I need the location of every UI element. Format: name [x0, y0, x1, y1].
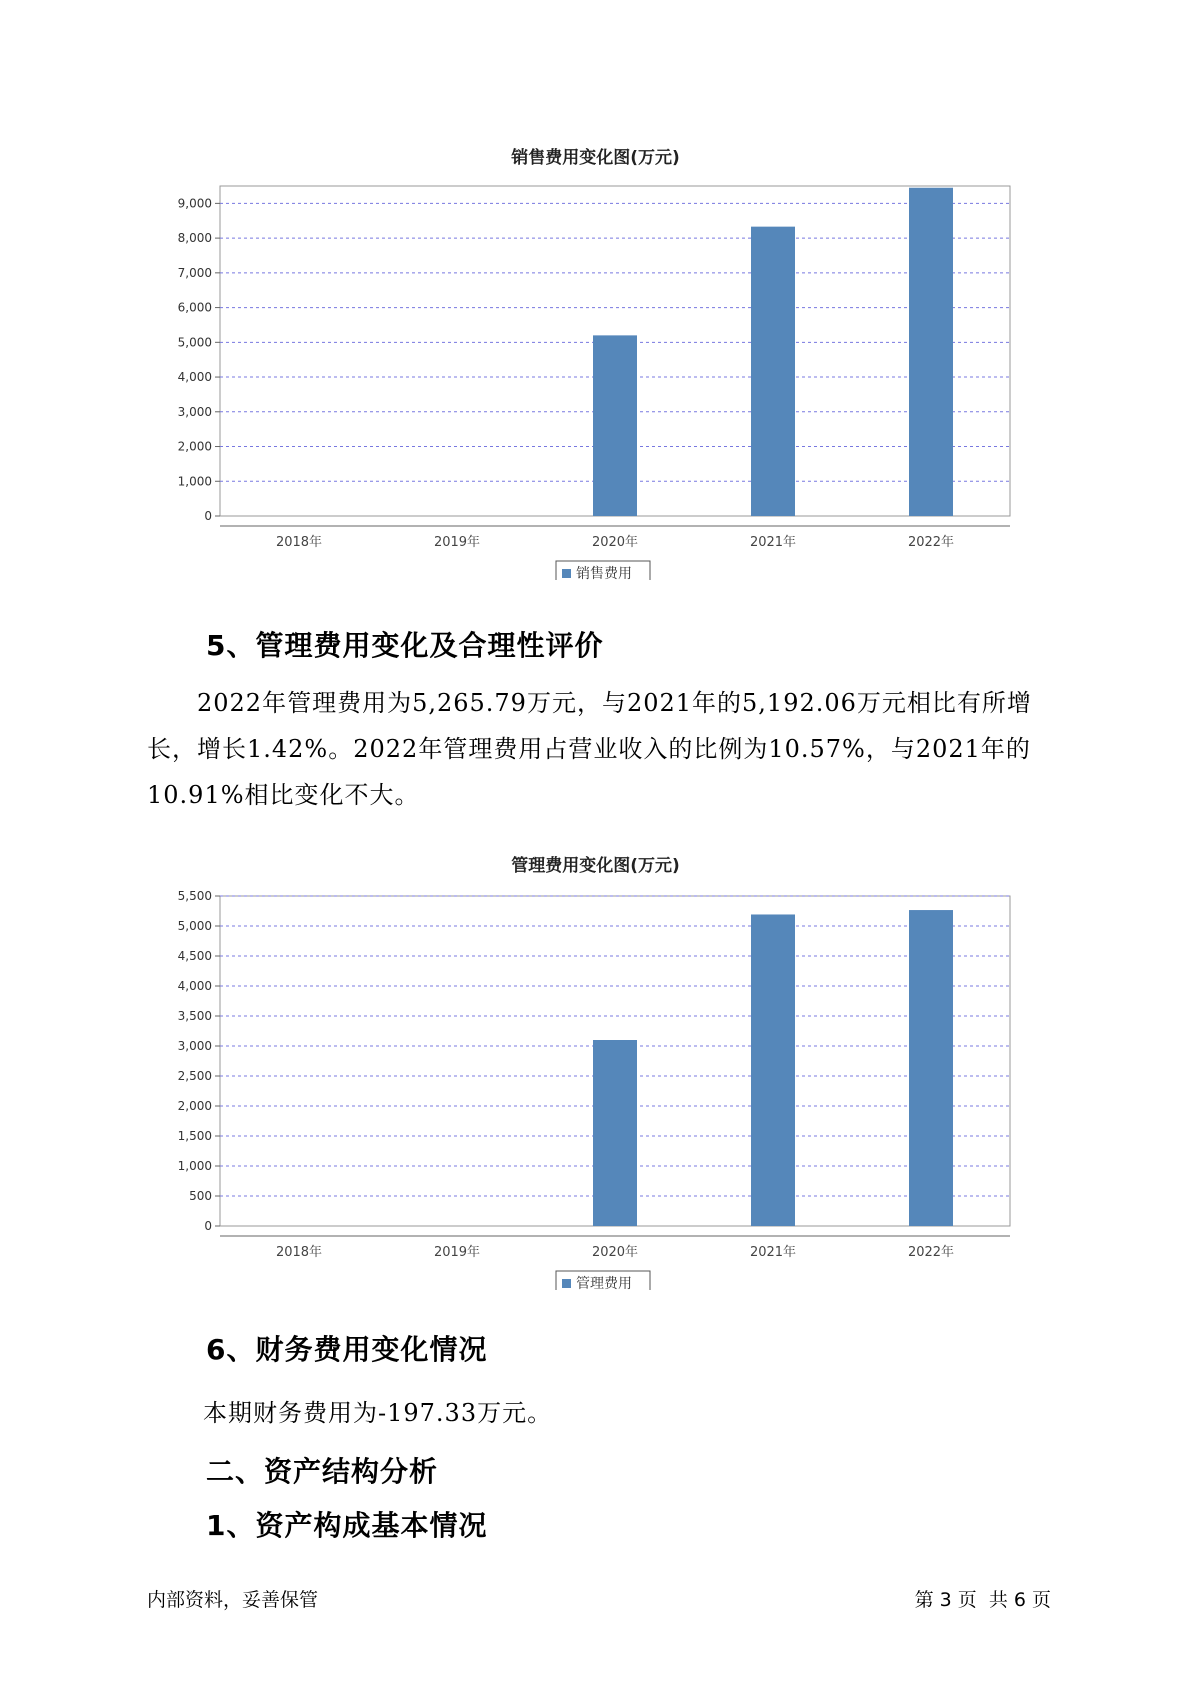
admin-expense-chart	[0, 870, 1191, 1290]
admin-chart-bar-2022年	[909, 910, 953, 1226]
admin-chart-bar-2020年	[593, 1040, 637, 1226]
sales-chart-ytick-label: 6,000	[177, 300, 212, 315]
section6-heading: 6、财务费用变化情况	[206, 1333, 488, 1366]
admin-chart-ytick-label: 1,500	[177, 1129, 212, 1143]
section5-heading: 5、管理费用变化及合理性评价	[206, 629, 604, 662]
sales-chart-xtick-label: 2019年	[433, 535, 481, 550]
sales-chart-bar-2020年	[593, 335, 637, 516]
admin-chart-ytick-label: 500	[189, 1189, 212, 1203]
section5-paragraph-text: 2022年管理费用为5,265.79万元，与2021年的5,192.06万元相比有所增长，增长1.42%。2022年管理费用占营业收入的比例为10.57%，与2021年的10.91%相比变化不大。	[147, 689, 1032, 809]
admin-chart-xtick-label: 2022年	[907, 1245, 955, 1260]
sales-expense-chart-title: 销售费用变化图(万元)	[511, 148, 680, 168]
admin-chart-bar-2021年	[751, 914, 795, 1226]
admin-chart-ytick-label: 0	[204, 1219, 212, 1233]
sales-chart-xtick-label: 2021年	[749, 535, 797, 550]
sales-chart-ytick-label: 3,000	[177, 404, 212, 419]
admin-chart-ytick-label: 4,000	[177, 979, 212, 993]
sales-chart-xtick-label: 2018年	[275, 535, 323, 550]
section6-text: 本期财务费用为-197.33万元。	[203, 1399, 553, 1427]
admin-chart-xtick-label: 2019年	[433, 1245, 481, 1260]
sales-chart-bar-2022年	[909, 188, 953, 516]
sales-chart-ytick-label: 1,000	[177, 474, 212, 489]
sales-chart-ytick-label: 2,000	[177, 439, 212, 454]
admin-chart-legend-swatch	[562, 1279, 571, 1288]
admin-chart-ytick-label: 4,500	[177, 949, 212, 963]
admin-chart-ytick-label: 5,000	[177, 919, 212, 933]
section5-paragraph	[147, 680, 1047, 818]
sales-chart-ytick-label: 4,000	[177, 370, 212, 385]
asset-structure-heading: 二、资产结构分析	[206, 1455, 439, 1488]
footer-confidential-note: 内部资料，妥善保管	[147, 1589, 319, 1611]
sales-chart-ytick-label: 7,000	[177, 265, 212, 280]
sales-chart-ytick-label: 8,000	[177, 231, 212, 246]
sales-chart-legend-swatch	[562, 569, 571, 578]
admin-chart-ytick-label: 1,000	[177, 1159, 212, 1173]
admin-chart-ytick-label: 2,500	[177, 1069, 212, 1083]
footer-page-number: 第 3 页 共 6 页	[914, 1589, 1051, 1611]
asset-composition-heading: 1、资产构成基本情况	[206, 1509, 488, 1542]
admin-chart-xtick-label: 2020年	[591, 1245, 639, 1260]
admin-chart-xtick-label: 2018年	[275, 1245, 323, 1260]
admin-expense-chart-title: 管理费用变化图(万元)	[511, 856, 680, 876]
sales-chart-ytick-label: 0	[204, 509, 212, 523]
sales-chart-legend-label: 销售费用	[576, 566, 632, 580]
sales-chart-ytick-label: 5,000	[177, 335, 212, 350]
sales-chart-xtick-label: 2020年	[591, 535, 639, 550]
sales-chart-xtick-label: 2022年	[907, 535, 955, 550]
admin-chart-ytick-label: 5,500	[177, 889, 212, 903]
admin-chart-ytick-label: 2,000	[177, 1099, 212, 1113]
sales-chart-ytick-label: 9,000	[177, 196, 212, 211]
admin-chart-ytick-label: 3,500	[177, 1009, 212, 1023]
sales-expense-chart	[0, 160, 1191, 580]
admin-chart-xtick-label: 2021年	[749, 1245, 797, 1260]
sales-chart-bar-2021年	[751, 227, 795, 516]
admin-chart-ytick-label: 3,000	[177, 1039, 212, 1053]
admin-chart-legend-label: 管理费用	[576, 1276, 632, 1290]
